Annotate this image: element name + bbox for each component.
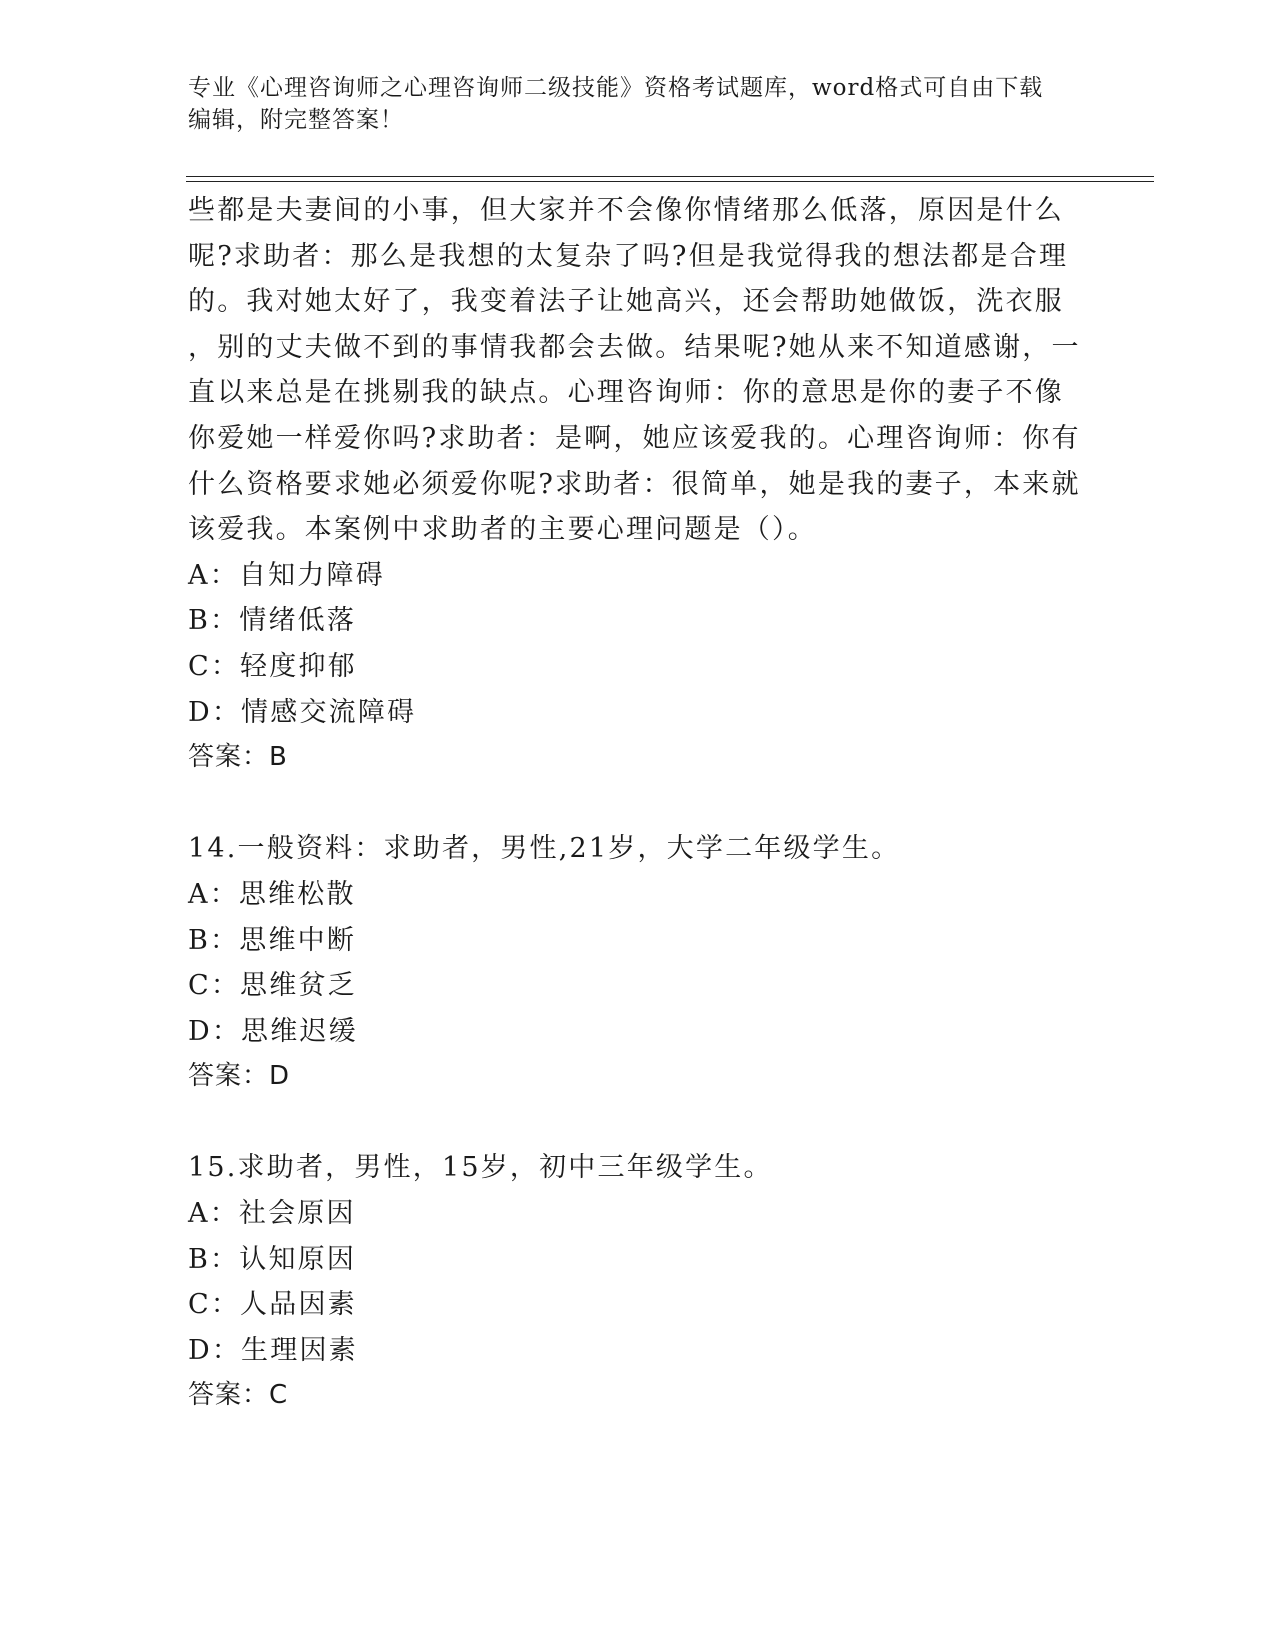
question-14-option-b: B：思维中断 <box>188 924 357 956</box>
question-15-option-b: B：认知原因 <box>188 1243 357 1275</box>
question-14-option-a: A：思维松散 <box>188 878 356 910</box>
question-13-line-2: 呢?求助者：那么是我想的太复杂了吗?但是我觉得我的想法都是合理 <box>188 240 1069 272</box>
question-13-option-a: A：自知力障碍 <box>188 559 385 591</box>
question-15-answer: 答案：C <box>188 1380 289 1411</box>
question-13 <box>188 188 1088 781</box>
question-13-option-d: D：情感交流障碍 <box>188 696 417 728</box>
question-13-line-4: ，别的丈夫做不到的事情我都会去做。结果呢?她从来不知道感谢，一 <box>188 331 1081 363</box>
question-15-option-d: D：生理因素 <box>188 1334 358 1366</box>
question-13-line-8: 该爱我。本案例中求助者的主要心理问题是（）。 <box>188 514 817 546</box>
question-13-line-5: 直以来总是在挑剔我的缺点。心理咨询师：你的意思是你的妻子不像 <box>188 377 1064 409</box>
document-body <box>188 188 1088 1419</box>
header-line-1: 专业《心理咨询师之心理咨询师二级技能》资格考试题库，word格式可自由下载 <box>188 75 1044 101</box>
document-header <box>188 72 1088 136</box>
question-13-line-7: 什么资格要求她必须爱你呢?求助者：很简单，她是我的妻子，本来就 <box>188 468 1081 500</box>
header-line-2: 编辑，附完整答案！ <box>188 107 404 133</box>
question-13-line-3: 的。我对她太好了，我变着法子让她高兴，还会帮助她做饭，洗衣服 <box>188 286 1064 318</box>
question-15-stem: 15.求助者，男性，15岁，初中三年级学生。 <box>188 1152 773 1184</box>
question-13-line-6: 你爱她一样爱你吗?求助者：是啊，她应该爱我的。心理咨询师：你有 <box>188 422 1081 454</box>
question-14-option-c: C：思维贫乏 <box>188 970 357 1002</box>
question-14 <box>188 826 1088 1100</box>
question-15 <box>188 1145 1088 1419</box>
question-13-answer: 答案：B <box>188 742 288 773</box>
question-14-answer: 答案：D <box>188 1061 291 1092</box>
question-13-line-1: 些都是夫妻间的小事，但大家并不会像你情绪那么低落，原因是什么 <box>188 195 1064 226</box>
question-13-option-b: B：情绪低落 <box>188 605 357 637</box>
question-15-option-c: C：人品因素 <box>188 1289 357 1321</box>
question-15-option-a: A：社会原因 <box>188 1198 356 1230</box>
question-13-option-c: C：轻度抑郁 <box>188 650 357 682</box>
question-14-stem: 14.一般资料：求助者，男性,21岁，大学二年级学生。 <box>188 833 901 865</box>
header-rule-bottom <box>186 181 1154 182</box>
question-14-option-d: D：思维迟缓 <box>188 1015 358 1047</box>
header-rule-top <box>186 176 1154 177</box>
